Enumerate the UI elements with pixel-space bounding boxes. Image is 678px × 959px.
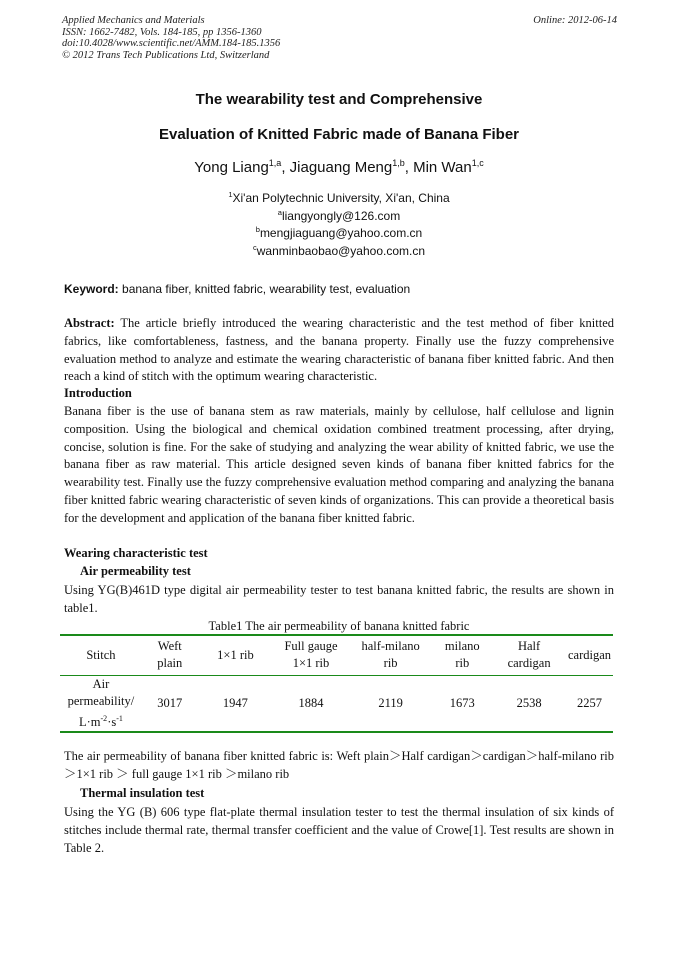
- email-marker: c: [252, 243, 257, 252]
- keywords: [64, 282, 410, 296]
- paper-title-line1: The wearability test and Comprehensive: [195, 91, 483, 108]
- thermal-insulation-text: Using the YG (B) 606 type flat-plate thermal insulation tester to test the thermal insulation of six kinds of stitches include thermal rate, thermal transfer coefficient and the value of Crowe[1]. Test results are shown in Table 2.: [64, 805, 614, 855]
- table-cell: 3017: [157, 695, 183, 710]
- header-cell: 1×1 rib: [217, 647, 254, 662]
- header-cell: cardigan: [567, 647, 611, 662]
- air-permeability-text: Using YG(B)461D type digital air permeability tester to test banana knitted fabric, the results are shown in table1.: [64, 583, 614, 615]
- table-header-row: [60, 635, 613, 675]
- header-cell: milano rib: [444, 639, 480, 671]
- institution-name: Xi'an Polytechnic University, Xi'an, China: [232, 191, 450, 205]
- online-date: Online: 2012-06-14: [533, 15, 617, 26]
- email-address: wanminbaobao@yahoo.com.cn: [256, 244, 426, 258]
- header-cell: half-milano rib: [361, 639, 420, 671]
- section-heading-introduction: Introduction: [64, 386, 132, 400]
- journal-name: Applied Mechanics and Materials: [62, 15, 205, 26]
- header-cell: Half cardigan: [507, 639, 551, 671]
- affiliation-email: [0, 225, 678, 240]
- row-label-cell: Air permeability/ $L\cdot m^{-2}\cdot s^{-1}$: [67, 676, 135, 729]
- table-cell: 1947: [222, 695, 248, 710]
- subsection-heading-air: Air permeability test: [80, 564, 191, 578]
- author-name: Jiaguang Meng: [289, 159, 393, 176]
- paper-title-line2: Evaluation of Knitted Fabric made of Banana Fiber: [158, 126, 520, 143]
- author-affiliation-marker: 1,c: [471, 158, 484, 168]
- section-heading-wearing: Wearing characteristic test: [64, 546, 208, 560]
- journal-copyright: © 2012 Trans Tech Publications Ltd, Switzerland: [62, 49, 270, 61]
- table-cell: 1884: [298, 695, 324, 710]
- introduction-text: Banana fiber is the use of banana stem as raw materials, mainly by cellulose, half cellulose and lignin composition. Using the biological and chemical oxidation combined treatment processing, after drying, concise, solution is fine. For the sake of studying and analyzing the wear ability of knitted fabric, we use the banana fiber as raw material. This article designed seven kinds of banana fiber knitted fabrics for the wearability test. Finally use the fuzzy comprehensive evaluation method comparing and analyzing the banana fiber knitted fabric wearing characteristic of seven kinds of organizations. This can provide a theoretical basis for the development and application of the banana fiber knitted fabric.: [64, 404, 614, 525]
- affiliation-email: [0, 208, 678, 223]
- author-name: Yong Liang: [194, 159, 269, 176]
- affiliation-marker: 1: [228, 190, 233, 199]
- abstract-text: The article briefly introduced the wearing characteristic and the test method of fiber knitted fabrics, like comfortableness, fastness, and the banana property. Finally use the fuzzy comprehensive evaluation method to analyze and estimate the wearing characteristic of banana fiber knitted fabric. And then reach a kind of stitch with the optimum wearing characteristic.: [64, 316, 614, 384]
- email-address: liangyongly@126.com: [281, 209, 401, 223]
- table-cell: 2257: [576, 695, 602, 710]
- table-cell: 2119: [378, 695, 403, 710]
- journal-issn: ISSN: 1662-7482, Vols. 184-185, pp 1356-1360: [62, 26, 262, 38]
- air-permeability-table: [60, 634, 613, 733]
- table-cell: 1673: [449, 695, 475, 710]
- author-affiliation-marker: 1,b: [392, 158, 405, 168]
- air-permeability-result: The air permeability of banana fiber knitted fabric is: Weft plain＞Half cardigan＞cardigan＞half-milano rib＞1×1 rib ＞ full gauge 1×1 rib ＞milano rib: [64, 749, 614, 781]
- table-caption: Table1 The air permeability of banana knitted fabric: [208, 619, 470, 633]
- subsection-heading-thermal: Thermal insulation test: [80, 786, 205, 800]
- table-row: [60, 675, 613, 732]
- author-name: Min Wan: [413, 159, 472, 176]
- header-cell: Stitch: [86, 647, 116, 662]
- author-separator: ,: [404, 159, 414, 176]
- affiliation-institution: [0, 190, 678, 205]
- table-cell: 2538: [516, 695, 542, 710]
- header-cell: Full gauge 1×1 rib: [284, 639, 338, 671]
- email-address: mengjiaguang@yahoo.com.cn: [259, 226, 423, 240]
- abstract-label: Abstract:: [64, 316, 115, 330]
- abstract: [64, 315, 614, 386]
- author-affiliation-marker: 1,a: [268, 158, 282, 168]
- email-marker: a: [277, 208, 282, 217]
- keyword-text: banana fiber, knitted fabric, wearability test, evaluation: [118, 282, 411, 296]
- keyword-label: Keyword:: [64, 282, 119, 296]
- journal-info: [62, 15, 280, 61]
- email-marker: b: [255, 225, 260, 234]
- journal-doi: doi:10.4028/www.scientific.net/AMM.184-185.1356: [62, 38, 281, 49]
- header-cell: Weft plain: [157, 639, 183, 671]
- affiliation-email: [0, 243, 678, 258]
- author-separator: ,: [281, 159, 290, 176]
- author-list: [0, 158, 678, 176]
